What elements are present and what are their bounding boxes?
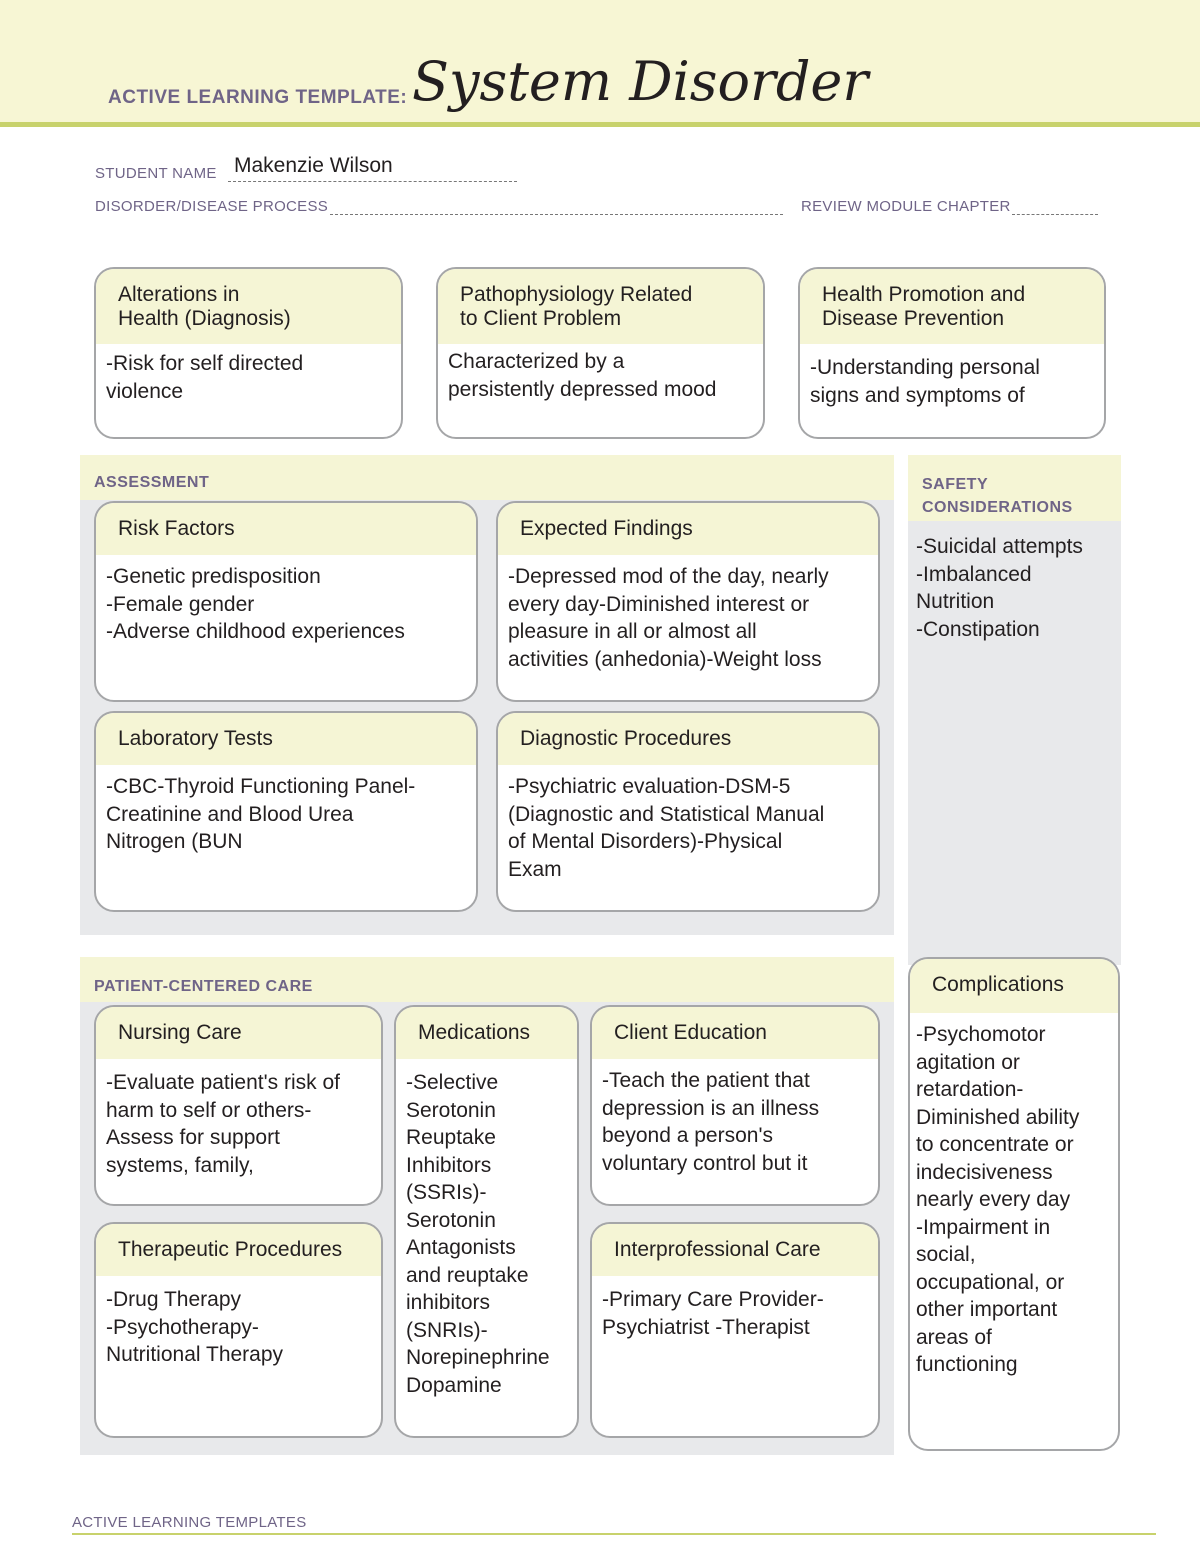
card-title: Laboratory Tests	[118, 727, 273, 750]
therapeutic-procedures-card	[94, 1222, 383, 1438]
template-label: ACTIVE LEARNING TEMPLATE:	[108, 87, 408, 108]
expected-findings-card	[496, 501, 880, 702]
safety-body-text: -Suicidal attempts -Imbalanced Nutrition -Constipation	[916, 535, 1083, 641]
card-title: Client Education	[614, 1021, 767, 1044]
card-title: Nursing Care	[118, 1021, 242, 1044]
diagnostic-procedures-card	[496, 711, 880, 912]
footer-text: ACTIVE LEARNING TEMPLATES	[72, 1514, 307, 1531]
medications-card	[394, 1005, 579, 1438]
alterations-in-health-card	[94, 267, 403, 439]
card-title: Diagnostic Procedures	[520, 727, 732, 750]
card-body-text: -Genetic predisposition -Female gender -Adverse childhood experiences	[106, 565, 405, 643]
card-title: Complications	[932, 973, 1064, 996]
risk-factors-card	[94, 501, 478, 702]
health-promotion-card	[798, 267, 1106, 439]
card-title: Pathophysiology Related to Client Problem	[460, 283, 693, 330]
review-module-label: REVIEW MODULE CHAPTER	[801, 198, 1011, 215]
card-body-text: -Evaluate patient's risk of harm to self or others- Assess for support systems, family,	[106, 1071, 340, 1177]
card-body-text: -Selective Serotonin Reuptake Inhibitors (SSRIs)- Serotonin Antagonists and reuptake inhibitors (SNRIs)- Norepinephrine Dopamine	[406, 1071, 550, 1397]
complications-card	[908, 957, 1120, 1451]
card-body-text: -Teach the patient that depression is an illness beyond a person's voluntary control but it	[602, 1069, 820, 1175]
student-name-field[interactable]	[228, 154, 517, 182]
template-title: System Disorder	[412, 50, 869, 113]
card-body-text: -Psychomotor agitation or retardation- Diminished ability to concentrate or indecisiveness nearly every day -Impairment in social, occupational, or other important areas of functioning	[916, 1023, 1080, 1376]
card-title: Interprofessional Care	[614, 1238, 821, 1261]
disorder-label: DISORDER/DISEASE PROCESS	[95, 198, 329, 215]
review-module-field[interactable]	[1012, 197, 1098, 215]
card-title: Health Promotion and Disease Prevention	[822, 283, 1026, 330]
card-body-text: -Understanding personal signs and symptoms of	[810, 356, 1040, 407]
laboratory-tests-card	[94, 711, 478, 912]
card-title: Risk Factors	[118, 517, 235, 540]
card-title: Medications	[418, 1021, 531, 1044]
card-title: Expected Findings	[520, 517, 693, 540]
card-body-text: -Psychiatric evaluation-DSM-5 (Diagnostic and Statistical Manual of Mental Disorders)-Physical Exam	[508, 775, 825, 881]
card-body-text: -Primary Care Provider- Psychiatrist -Therapist	[602, 1288, 824, 1339]
card-title: Therapeutic Procedures	[118, 1238, 343, 1261]
pathophysiology-card	[436, 267, 765, 439]
card-title: Alterations in Health (Diagnosis)	[118, 283, 291, 330]
patient-centered-care-title: PATIENT-CENTERED CARE	[94, 978, 313, 995]
safety-title: SAFETY CONSIDERATIONS	[922, 476, 1073, 516]
footer-divider	[72, 1533, 1156, 1535]
header-divider	[0, 122, 1200, 127]
student-name-label: STUDENT NAME	[95, 165, 217, 182]
card-body-text: -Risk for self directed violence	[106, 352, 304, 403]
nursing-care-card	[94, 1005, 383, 1206]
card-body-text: -Depressed mod of the day, nearly every day-Diminished interest or pleasure in all or almost all activities (anhedonia)-Weight loss	[508, 565, 829, 671]
disorder-field[interactable]	[330, 197, 783, 215]
card-body-text: -CBC-Thyroid Functioning Panel- Creatinine and Blood Urea Nitrogen (BUN	[106, 775, 416, 853]
client-education-card	[590, 1005, 880, 1206]
safety-panel	[908, 455, 1121, 965]
card-body-text: -Drug Therapy -Psychotherapy- Nutritional Therapy	[106, 1288, 284, 1366]
interprofessional-care-card	[590, 1222, 880, 1438]
card-body-text: Characterized by a persistently depressed mood	[448, 350, 717, 401]
student-name-value: Makenzie Wilson	[234, 154, 393, 177]
assessment-title: ASSESSMENT	[94, 474, 210, 491]
